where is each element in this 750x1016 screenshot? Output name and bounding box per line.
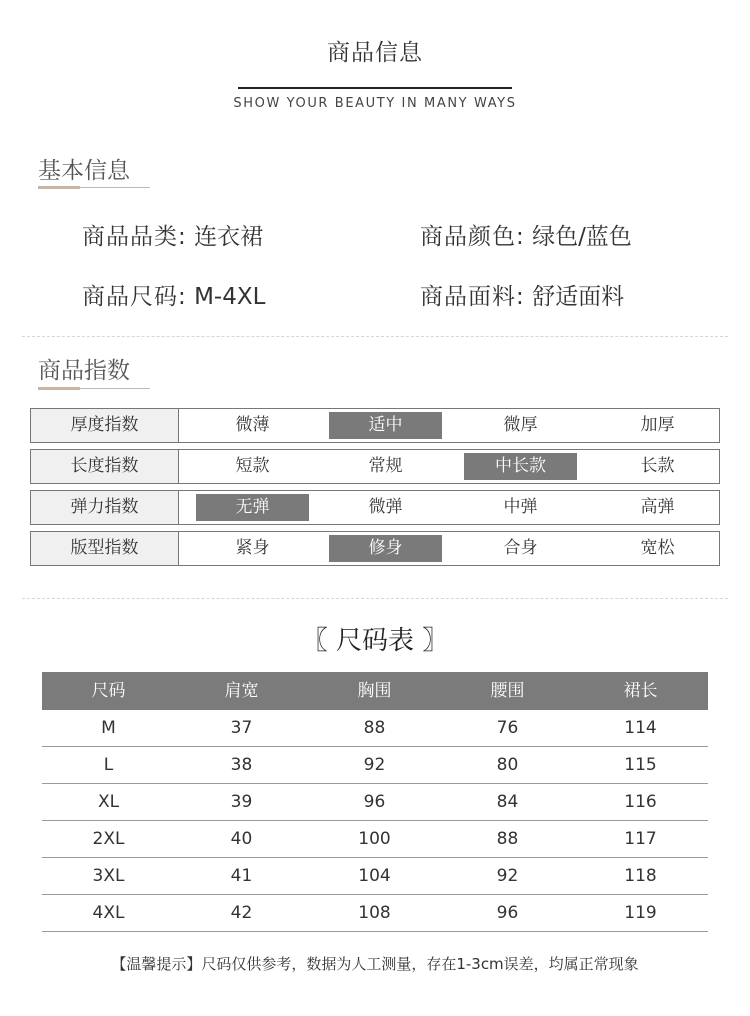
size-table-header-cell: 胸围 <box>357 681 392 701</box>
page-subtitle: SHOW YOUR BEAUTY IN MANY WAYS <box>233 96 517 111</box>
index-row-label: 厚度指数 <box>31 409 179 442</box>
index-option: 高弹 <box>640 497 675 517</box>
table-cell: 116 <box>624 792 657 812</box>
section-divider <box>22 598 728 599</box>
index-option: 微厚 <box>503 415 538 435</box>
table-cell: 41 <box>230 866 253 886</box>
index-row-label: 长度指数 <box>31 450 179 483</box>
title-divider <box>238 87 512 89</box>
table-row <box>42 895 708 932</box>
size-table-header-cell: 肩宽 <box>224 681 259 701</box>
table-cell: 104 <box>358 866 391 886</box>
index-option: 微薄 <box>235 415 270 435</box>
index-accent <box>38 387 80 390</box>
basic-info-accent <box>38 186 80 189</box>
basic-info-title: 基本信息 <box>38 158 130 184</box>
table-cell: L <box>103 755 114 775</box>
table-cell: 88 <box>496 829 519 849</box>
info-fabric <box>420 278 624 311</box>
table-cell: 92 <box>496 866 519 886</box>
info-category-key: 商品品类: <box>82 224 187 250</box>
table-cell: XL <box>97 792 120 812</box>
table-cell: 114 <box>624 718 657 738</box>
page-title: 商品信息 <box>327 40 423 66</box>
table-cell: 119 <box>624 903 657 923</box>
table-cell: 39 <box>230 792 253 812</box>
index-option-selected: 修身 <box>329 535 442 562</box>
table-cell: 96 <box>363 792 386 812</box>
table-row <box>42 784 708 821</box>
table-cell: M <box>101 718 116 738</box>
size-table-title: 〖 尺码表 〗 <box>301 626 449 656</box>
table-row <box>42 710 708 747</box>
table-row <box>42 858 708 895</box>
index-option-selected: 适中 <box>329 412 442 439</box>
index-option-selected: 中长款 <box>464 453 577 480</box>
table-cell: 118 <box>624 866 657 886</box>
index-option: 常规 <box>368 456 403 476</box>
index-option-selected: 无弹 <box>196 494 309 521</box>
table-cell: 115 <box>624 755 657 775</box>
size-table-header-cell: 尺码 <box>91 681 126 701</box>
info-fabric-value: 舒适面料 <box>532 284 625 310</box>
table-cell: 42 <box>230 903 253 923</box>
table-cell: 108 <box>358 903 391 923</box>
info-color-value: 绿色/蓝色 <box>532 224 632 250</box>
index-option: 合身 <box>503 538 538 558</box>
table-cell: 2XL <box>92 829 125 849</box>
index-row-label: 版型指数 <box>31 532 179 565</box>
table-cell: 96 <box>496 903 519 923</box>
index-row <box>30 449 720 484</box>
index-option: 紧身 <box>235 538 270 558</box>
index-option: 中弹 <box>503 497 538 517</box>
table-cell: 40 <box>230 829 253 849</box>
index-option: 微弹 <box>368 497 403 517</box>
index-option: 长款 <box>640 456 675 476</box>
info-size-value: M-4XL <box>194 284 266 310</box>
table-cell: 117 <box>624 829 657 849</box>
info-color-key: 商品颜色: <box>420 224 525 250</box>
table-cell: 80 <box>496 755 519 775</box>
table-cell: 76 <box>496 718 519 738</box>
size-table-header-cell: 裙长 <box>623 681 658 701</box>
section-divider <box>22 336 728 337</box>
table-cell: 92 <box>363 755 386 775</box>
index-row <box>30 408 720 443</box>
index-title: 商品指数 <box>38 358 130 384</box>
info-color <box>420 218 632 251</box>
size-table-header-cell: 腰围 <box>490 681 525 701</box>
index-row <box>30 490 720 525</box>
info-fabric-key: 商品面料: <box>420 284 525 310</box>
table-cell: 88 <box>363 718 386 738</box>
warm-tip: 【温馨提示】尺码仅供参考，数据为人工测量，存在1-3cm误差，均属正常现象 <box>111 955 639 973</box>
index-option: 短款 <box>235 456 270 476</box>
table-cell: 4XL <box>92 903 125 923</box>
table-row <box>42 821 708 858</box>
index-option: 宽松 <box>640 538 675 558</box>
info-size <box>82 278 265 311</box>
table-row <box>42 747 708 784</box>
table-cell: 38 <box>230 755 253 775</box>
info-category <box>82 218 263 251</box>
table-cell: 84 <box>496 792 519 812</box>
index-row <box>30 531 720 566</box>
size-table-header <box>42 672 708 710</box>
table-cell: 3XL <box>92 866 125 886</box>
table-cell: 37 <box>230 718 253 738</box>
info-category-value: 连衣裙 <box>194 224 264 250</box>
index-row-label: 弹力指数 <box>31 491 179 524</box>
index-option: 加厚 <box>640 415 675 435</box>
table-cell: 100 <box>358 829 391 849</box>
info-size-key: 商品尺码: <box>82 284 187 310</box>
